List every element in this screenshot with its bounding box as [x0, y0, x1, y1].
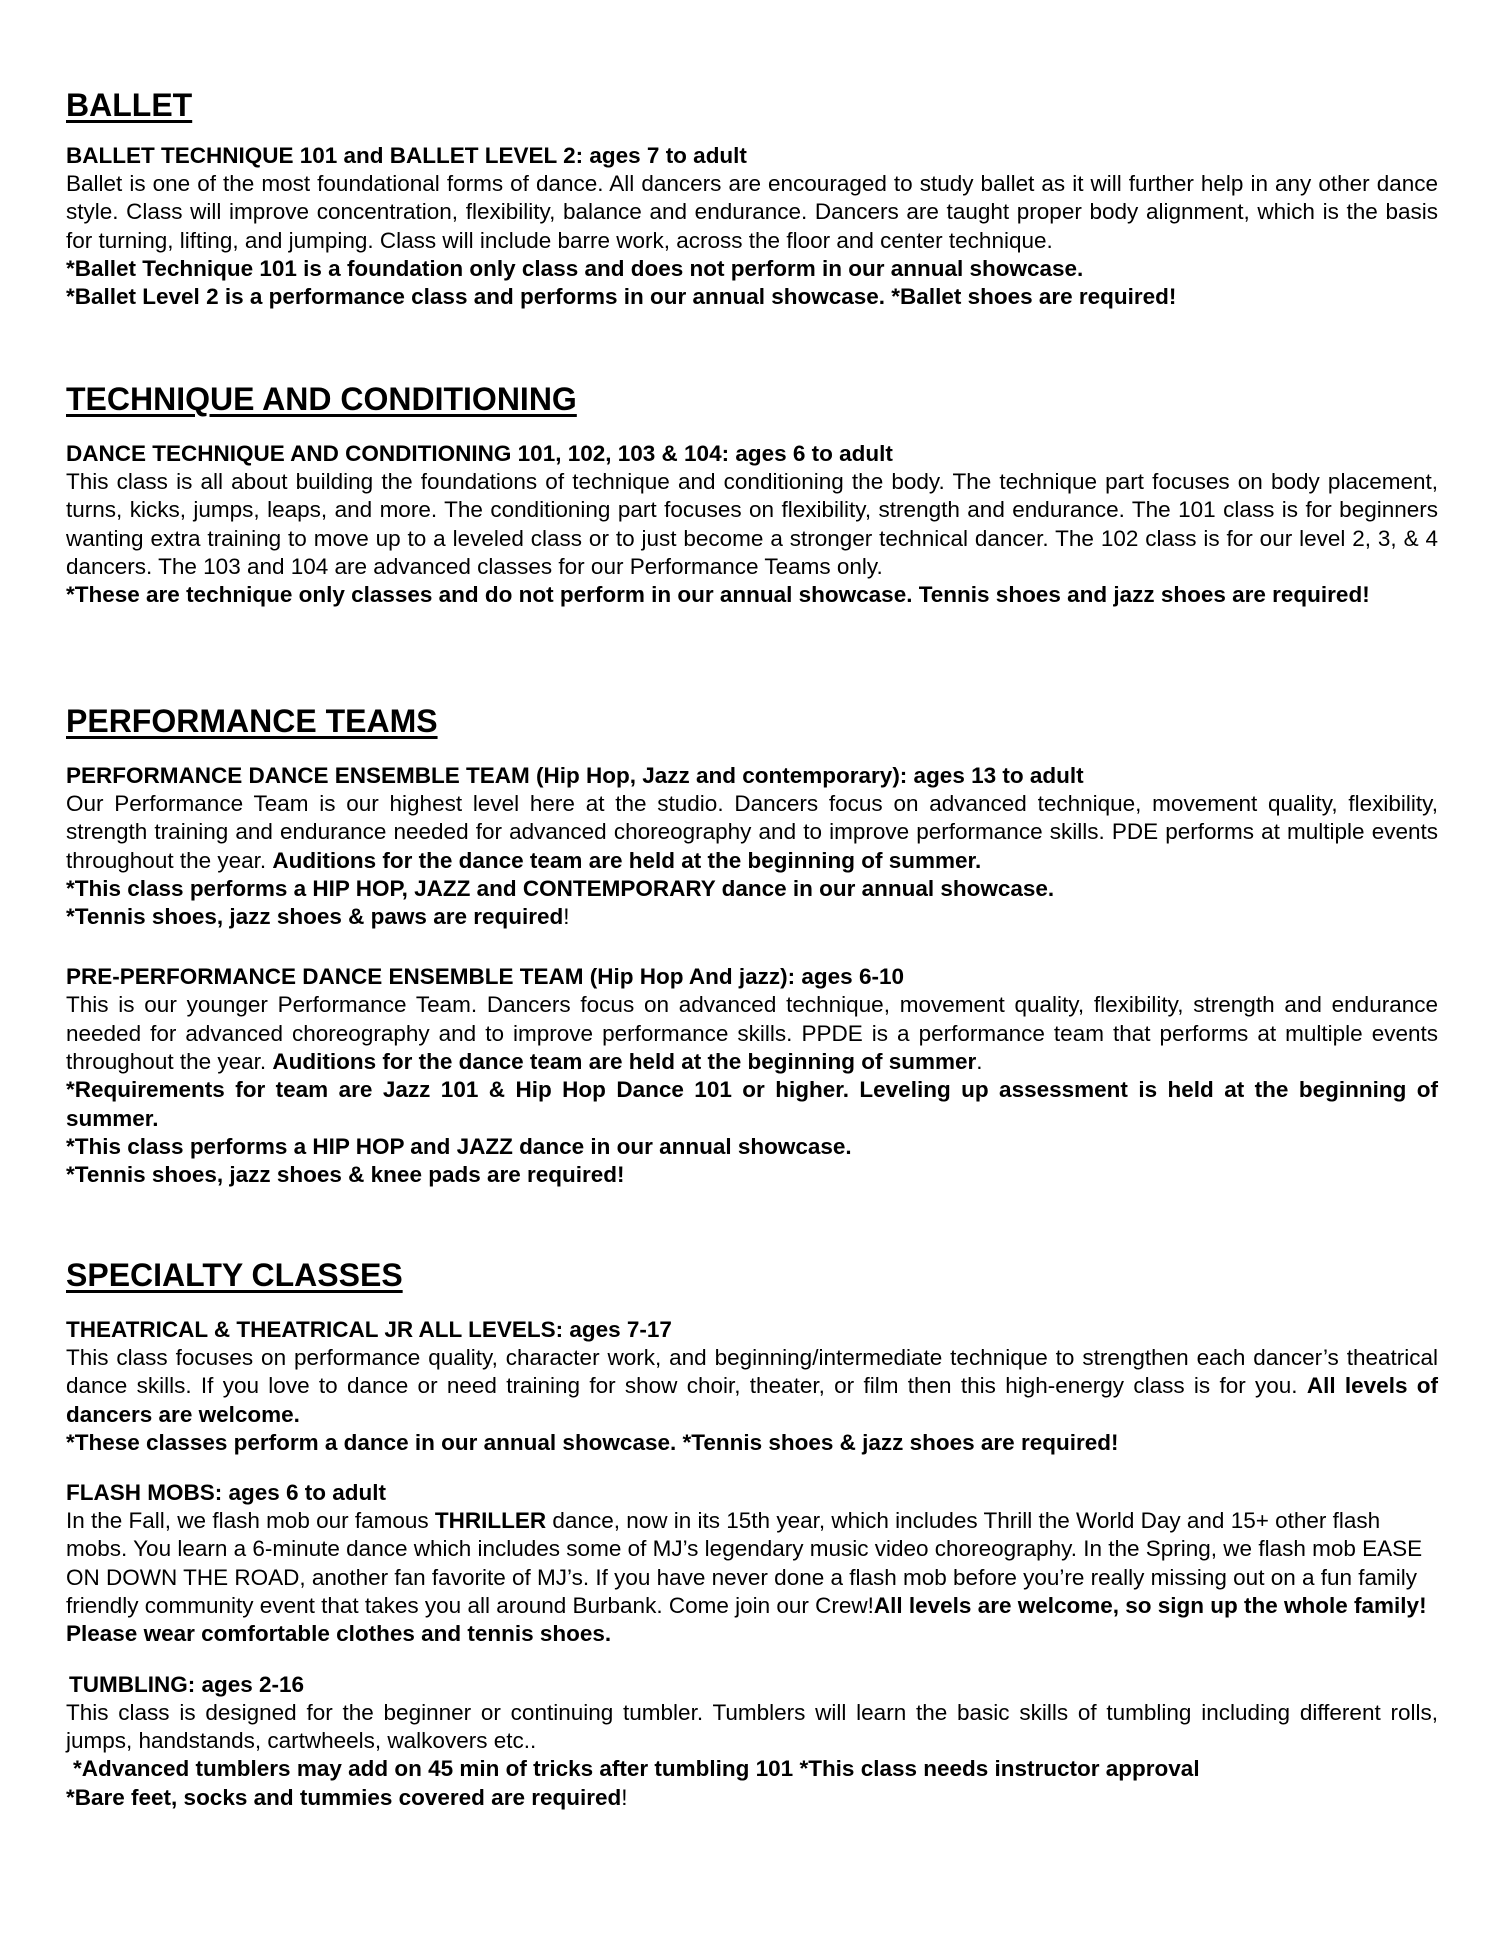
tumbling-class-title: TUMBLING: ages 2-16 [69, 1671, 305, 1697]
ppde-class-title: PRE-PERFORMANCE DANCE ENSEMBLE TEAM (Hip Hop And jazz): ages 6-10 [66, 964, 904, 990]
ppde-note-2: *This class performs a HIP HOP and JAZZ dance in our annual showcase. [66, 1133, 852, 1159]
flash-desc-b: dance, now in its 15th year, which includes Thrill the World Day and 15+ other flash mobs. You learn a 6-minute dance which includes some of MJ’s legendary music video choreography. In the Spring, we flash mob EASE ON DOWN THE ROAD, another fan favorite of MJ’s. If you have never done a flash mob before you’re really missing out on a fun family friendly community event that takes you all around Burbank. Come join our Crew! [66, 1508, 1423, 1619]
ballet-description: Ballet is one of the most foundational forms of dance. All dancers are encouraged to study ballet as it will further help in any other dance style. Class will improve concentration, flexibility, balance and endurance. Dancers are taught proper body alignment, which is the basis for turning, lifting, and jumping. Class will include barre work, across the floor and center technique. [66, 171, 1438, 253]
pde-note-1: *This class performs a HIP HOP, JAZZ and CONTEMPORARY dance in our annual showcase. [66, 875, 1055, 901]
theatrical-note: *These classes perform a dance in our annual showcase. *Tennis shoes & jazz shoes are required! [66, 1429, 1119, 1455]
teams-section [66, 702, 1438, 1190]
flash-desc-a: In the Fall, we flash mob our famous [66, 1508, 435, 1534]
flash-description [66, 1507, 1438, 1648]
ppde-auditions: Auditions for the dance team are held at the beginning of summer [272, 1049, 977, 1075]
ppde-description [66, 991, 1438, 1076]
technique-class-title: DANCE TECHNIQUE AND CONDITIONING 101, 102, 103 & 104: ages 6 to adult [66, 441, 893, 466]
specialty-section [66, 1256, 1438, 1812]
theatrical-description-text: This class focuses on performance quality, character work, and beginning/intermediate technique to strengthen each dancer’s theatrical dance skills. If you love to dance or need training for show choir, theater, or film then this high-energy class is for you. [66, 1345, 1438, 1399]
ballet-heading: BALLET [66, 87, 193, 123]
ballet-section [66, 86, 1438, 311]
technique-section [66, 380, 1438, 609]
ballet-note-1: *Ballet Technique 101 is a foundation only class and does not perform in our annual showcase. [66, 255, 1084, 281]
tumbling-note-2-end: ! [621, 1784, 628, 1810]
technique-note: *These are technique only classes and do not perform in our annual showcase. Tennis shoes and jazz shoes are required! [66, 582, 1370, 608]
specialty-heading: SPECIALTY CLASSES [66, 1257, 403, 1293]
tumbling-note-2 [66, 1784, 1438, 1812]
flash-class-title: FLASH MOBS: ages 6 to adult [66, 1480, 387, 1506]
pde-auditions: Auditions for the dance team are held at the beginning of summer. [272, 847, 982, 873]
pde-note-2 [66, 903, 1438, 931]
tumbling-description: This class is designed for the beginner or continuing tumbler. Tumblers will learn the basic skills of tumbling including different rolls, jumps, handstands, cartwheels, walkovers etc.. [66, 1699, 1438, 1753]
pde-class-title: PERFORMANCE DANCE ENSEMBLE TEAM (Hip Hop, Jazz and contemporary): ages 13 to adult [66, 763, 1084, 788]
pde-description-text: Our Performance Team is our highest level here at the studio. Dancers focus on advanced technique, movement quality, flexibility, strength training and endurance needed for advanced choreography and to improve performance skills. PDE performs at multiple events throughout the year. [66, 791, 1438, 873]
pde-note-2-text: *Tennis shoes, jazz shoes & paws are required [66, 904, 564, 930]
ppde-note-3: *Tennis shoes, jazz shoes & knee pads are required! [66, 1162, 625, 1188]
teams-heading: PERFORMANCE TEAMS [66, 703, 438, 739]
ppde-note-1: *Requirements for team are Jazz 101 & Hip Hop Dance 101 or higher. Leveling up assessment is held at the beginning of summer. [66, 1077, 1438, 1131]
tumbling-note-1: *Advanced tumblers may add on 45 min of tricks after tumbling 101 *This class needs instructor approval [73, 1756, 1200, 1782]
flash-thriller: THRILLER [434, 1508, 547, 1534]
theatrical-description [66, 1344, 1438, 1429]
tumbling-note-2-text: *Bare feet, socks and tummies covered are required [66, 1784, 622, 1810]
technique-heading: TECHNIQUE AND CONDITIONING [66, 381, 577, 417]
theatrical-welcome: All levels of dancers are welcome. [66, 1373, 1438, 1427]
ppde-description-text: This is our younger Performance Team. Dancers focus on advanced technique, movement quality, flexibility, strength and endurance needed for advanced choreography and to improve performance skills. PPDE is a performance team that performs at multiple events throughout the year. [66, 992, 1438, 1075]
ppde-auditions-end: . [976, 1049, 983, 1075]
flash-bold-end: All levels are welcome, so sign up the whole family! Please wear comfortable clothes and tennis shoes. [66, 1593, 1427, 1647]
ballet-class-title: BALLET TECHNIQUE 101 and BALLET LEVEL 2: ages 7 to adult [66, 143, 747, 168]
pde-note-2-end: ! [563, 904, 570, 930]
pde-description [66, 790, 1438, 875]
technique-description: This class is all about building the foundations of technique and conditioning the body. The technique part focuses on body placement, turns, kicks, jumps, leaps, and more. The conditioning part focuses on flexibility, strength and endurance. The 101 class is for beginners wanting extra training to move up to a leveled class or to just become a stronger technical dancer. The 102 class is for our level 2, 3, & 4 dancers. The 103 and 104 are advanced classes for our Performance Teams only. [66, 469, 1438, 579]
theatrical-class-title: THEATRICAL & THEATRICAL JR ALL LEVELS: ages 7-17 [66, 1317, 672, 1342]
ballet-note-2: *Ballet Level 2 is a performance class and performs in our annual showcase. *Ballet shoes are required! [66, 284, 1177, 310]
